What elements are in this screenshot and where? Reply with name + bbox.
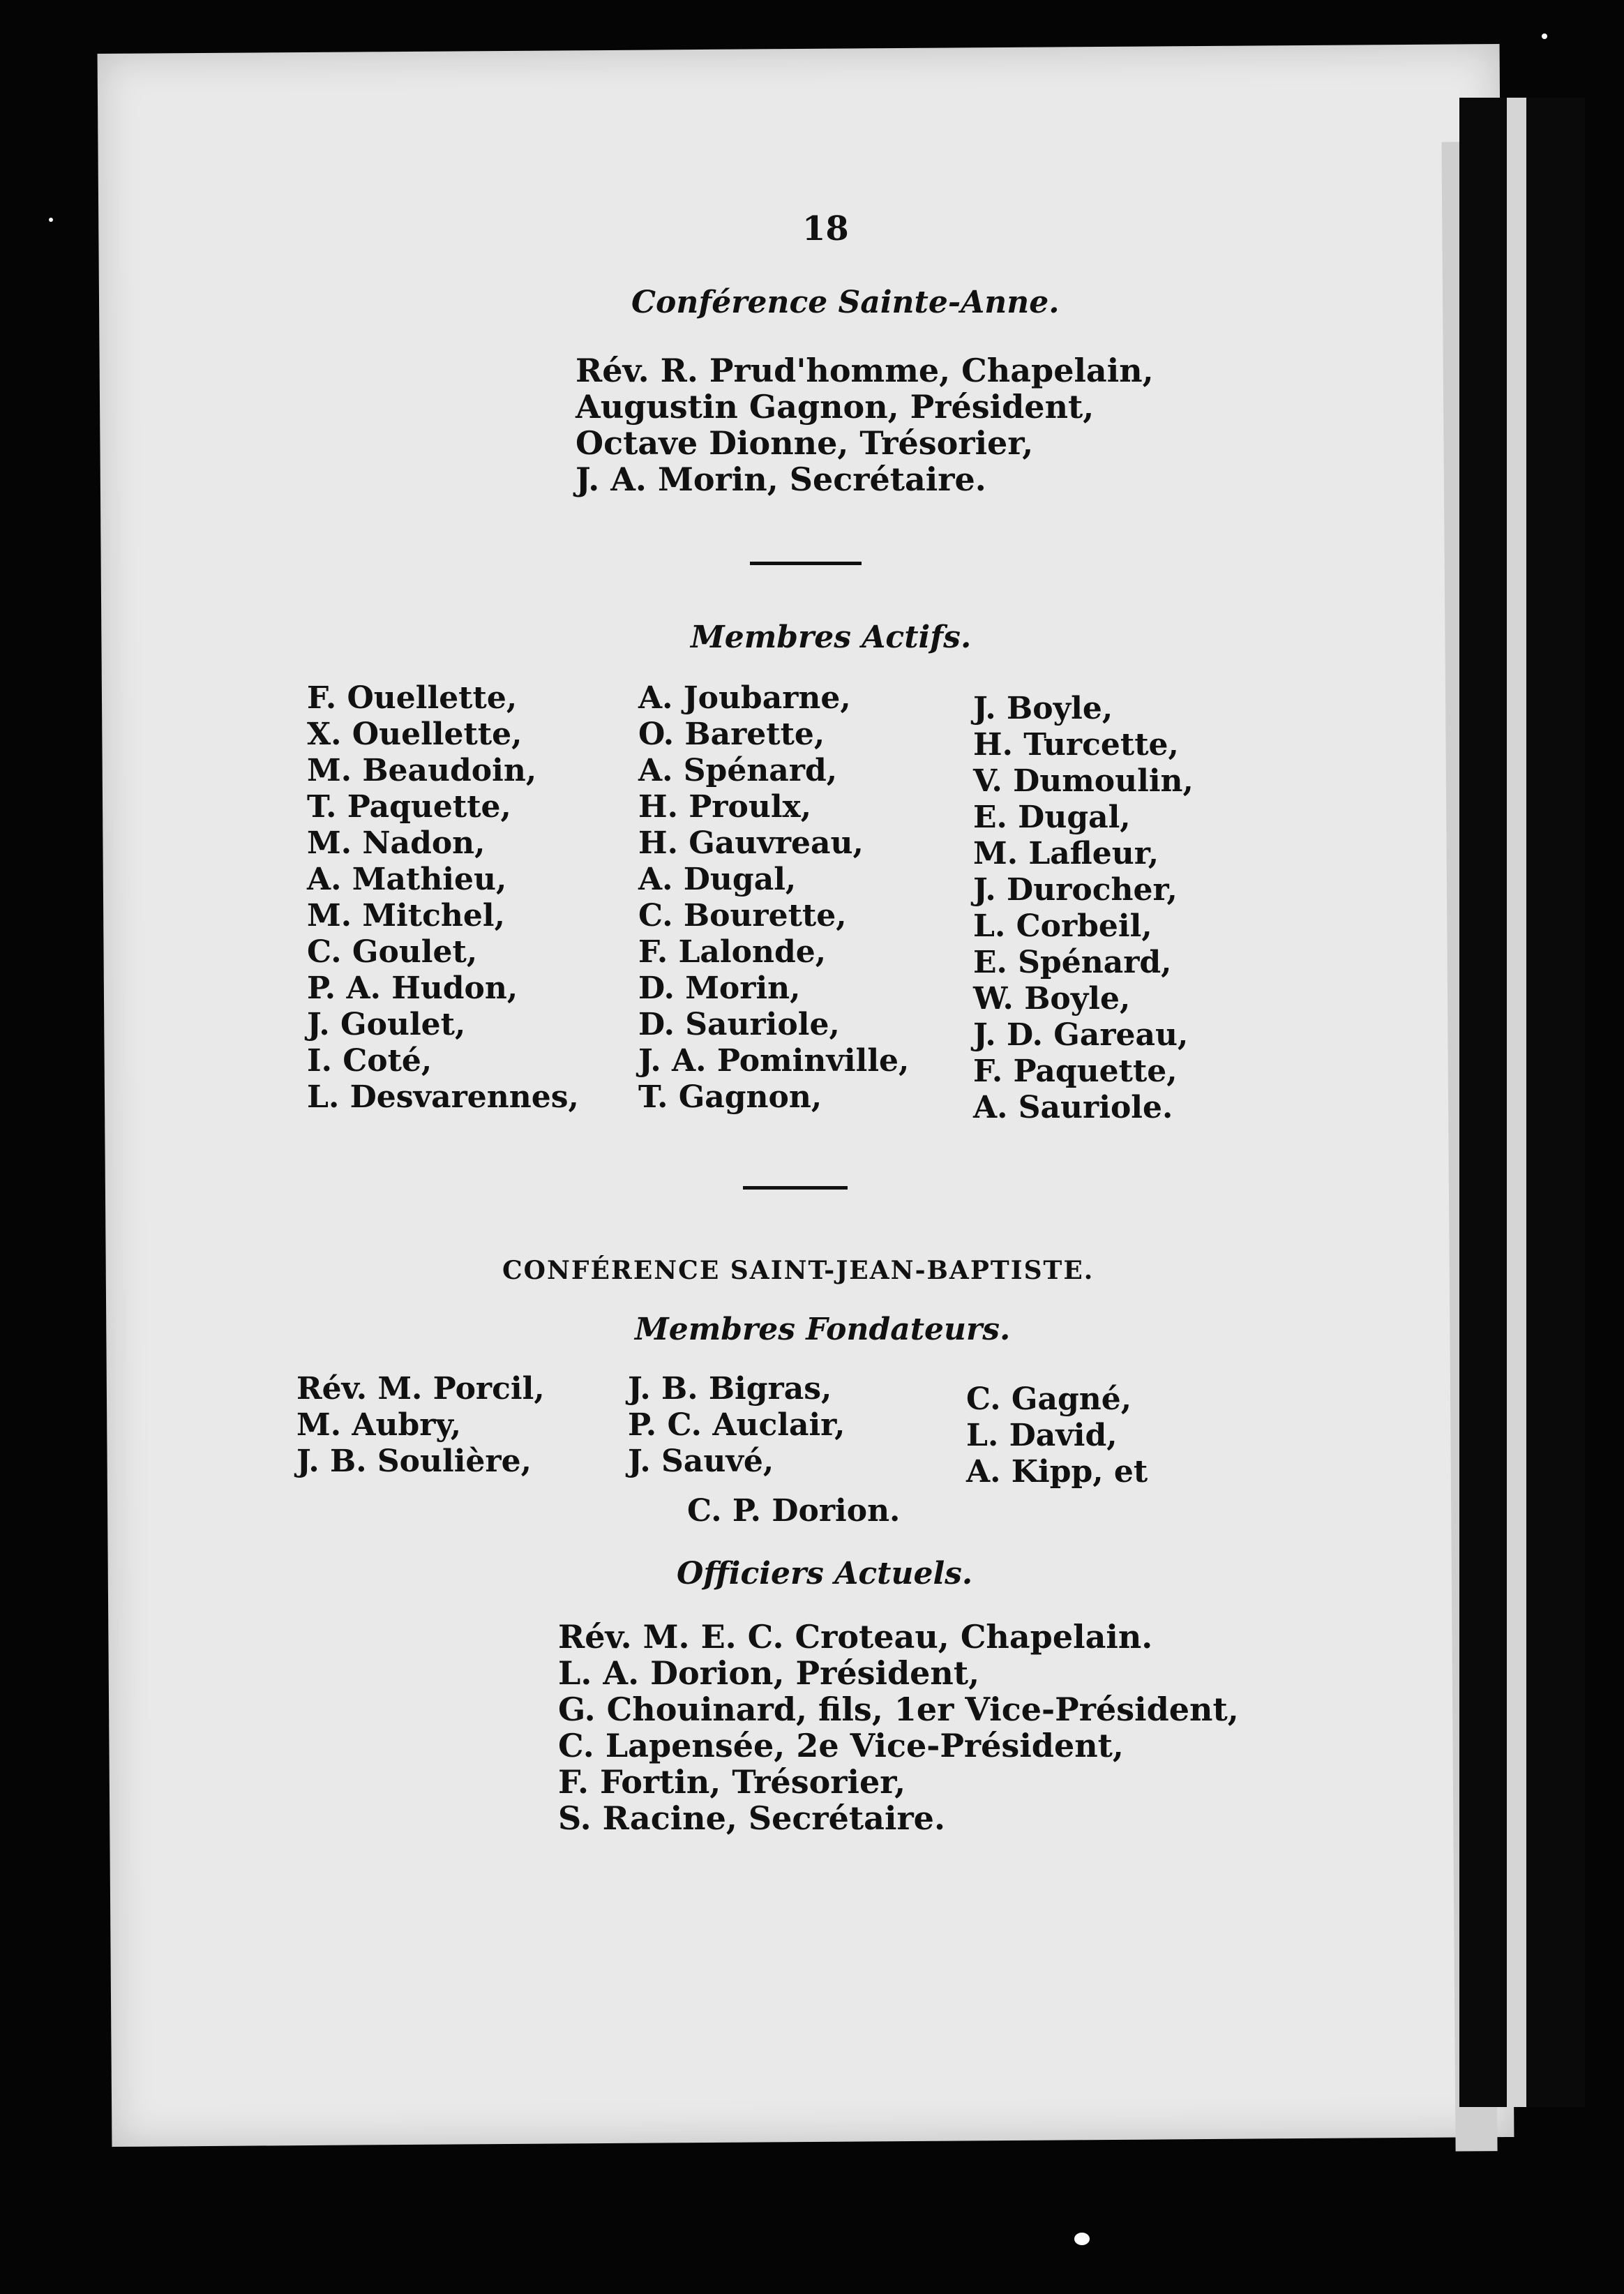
member-name: D. Morin, <box>638 970 801 1006</box>
officer-line: Octave Dionne, Trésorier, <box>576 424 1034 462</box>
founder-name: C. Gagné, <box>966 1381 1132 1417</box>
founders-column-2 <box>628 1371 845 1480</box>
founder-name: L. David, <box>966 1418 1118 1453</box>
divider-rule <box>750 562 862 565</box>
member-name: J. Durocher, <box>973 872 1178 908</box>
member-name: A. Mathieu, <box>307 862 507 897</box>
member-name: P. A. Hudon, <box>307 970 518 1006</box>
member-name: H. Proulx, <box>638 789 812 825</box>
member-name: H. Turcette, <box>973 727 1179 763</box>
founder-name: Rév. M. Porcil, <box>296 1371 545 1407</box>
dust-speck <box>1542 33 1547 39</box>
member-name: T. Paquette, <box>307 789 511 825</box>
member-name: J. A. Pominville, <box>638 1043 910 1079</box>
member-name: A. Dugal, <box>638 862 797 897</box>
member-name: J. Boyle, <box>973 691 1113 726</box>
officer-line: J. A. Morin, Secrétaire. <box>576 460 986 498</box>
officer-line: C. Lapensée, 2e Vice-Président, <box>558 1727 1124 1764</box>
page-number: 18 <box>802 209 849 248</box>
member-name: X. Ouellette, <box>307 717 522 752</box>
member-name: D. Sauriole, <box>638 1007 840 1042</box>
section-title-sainte-anne: Conférence Sainte-Anne. <box>631 285 1060 320</box>
member-name: J. D. Gareau, <box>973 1017 1189 1053</box>
members-column-1 <box>307 680 579 1116</box>
member-name: O. Barette, <box>638 717 825 752</box>
member-name: L. Desvarennes, <box>307 1079 579 1115</box>
member-name: F. Paquette, <box>973 1054 1178 1089</box>
founder-name: J. B. Bigras, <box>628 1371 832 1407</box>
officer-line: Rév. M. E. C. Croteau, Chapelain. <box>558 1618 1153 1656</box>
member-name: A. Spénard, <box>638 753 838 788</box>
officers-sainte-anne <box>576 352 1154 497</box>
member-name: W. Boyle, <box>973 981 1131 1017</box>
founder-name: P. C. Auclair, <box>628 1407 845 1443</box>
member-name: V. Dumoulin, <box>973 763 1194 799</box>
founders-heading: Membres Fondateurs. <box>635 1312 1011 1347</box>
member-name: E. Dugal, <box>973 800 1131 835</box>
founder-name-last: C. P. Dorion. <box>687 1493 901 1529</box>
member-name: F. Lalonde, <box>638 934 827 970</box>
officers-saint-jean-baptiste <box>558 1619 1239 1836</box>
member-name: C. Goulet, <box>307 934 478 970</box>
member-name: H. Gauvreau, <box>638 825 864 861</box>
facing-page-strip <box>1507 98 1526 2107</box>
officer-line: L. A. Dorion, Président, <box>558 1654 980 1692</box>
divider-rule <box>743 1186 848 1190</box>
member-name: I. Coté, <box>307 1043 433 1079</box>
founder-name: J. Sauvé, <box>628 1444 774 1479</box>
member-name: A. Joubarne, <box>638 680 851 716</box>
founder-name: M. Aubry, <box>296 1407 462 1443</box>
founder-name: J. B. Soulière, <box>296 1444 532 1479</box>
member-name: E. Spénard, <box>973 945 1172 980</box>
section-title-saint-jean-baptiste: CONFÉRENCE SAINT-JEAN-BAPTISTE. <box>502 1256 1095 1285</box>
members-heading: Membres Actifs. <box>691 620 972 655</box>
member-name: F. Ouellette, <box>307 680 518 716</box>
officers-heading: Officiers Actuels. <box>677 1556 973 1591</box>
founders-column-3 <box>966 1381 1148 1490</box>
member-name: T. Gagnon, <box>638 1079 822 1115</box>
officer-line: F. Fortin, Trésorier, <box>558 1763 906 1801</box>
members-column-2 <box>638 680 909 1116</box>
member-name: M. Nadon, <box>307 825 486 861</box>
member-name: C. Bourette, <box>638 898 847 934</box>
officer-line: S. Racine, Secrétaire. <box>558 1799 945 1837</box>
member-name: J. Goulet, <box>307 1007 466 1042</box>
dust-speck <box>49 218 53 222</box>
officer-line: G. Chouinard, fils, 1er Vice-Président, <box>558 1690 1239 1728</box>
officer-line: Rév. R. Prud'homme, Chapelain, <box>576 352 1154 389</box>
founders-column-1 <box>296 1371 545 1480</box>
member-name: M. Mitchel, <box>307 898 505 934</box>
members-column-3 <box>973 691 1194 1126</box>
dust-speck <box>1074 2233 1090 2245</box>
officer-line: Augustin Gagnon, Président, <box>576 388 1095 426</box>
member-name: M. Beaudoin, <box>307 753 537 788</box>
member-name: A. Sauriole. <box>973 1090 1173 1125</box>
member-name: M. Lafleur, <box>973 836 1159 871</box>
member-name: L. Corbeil, <box>973 908 1152 944</box>
founder-name: A. Kipp, et <box>966 1454 1148 1490</box>
